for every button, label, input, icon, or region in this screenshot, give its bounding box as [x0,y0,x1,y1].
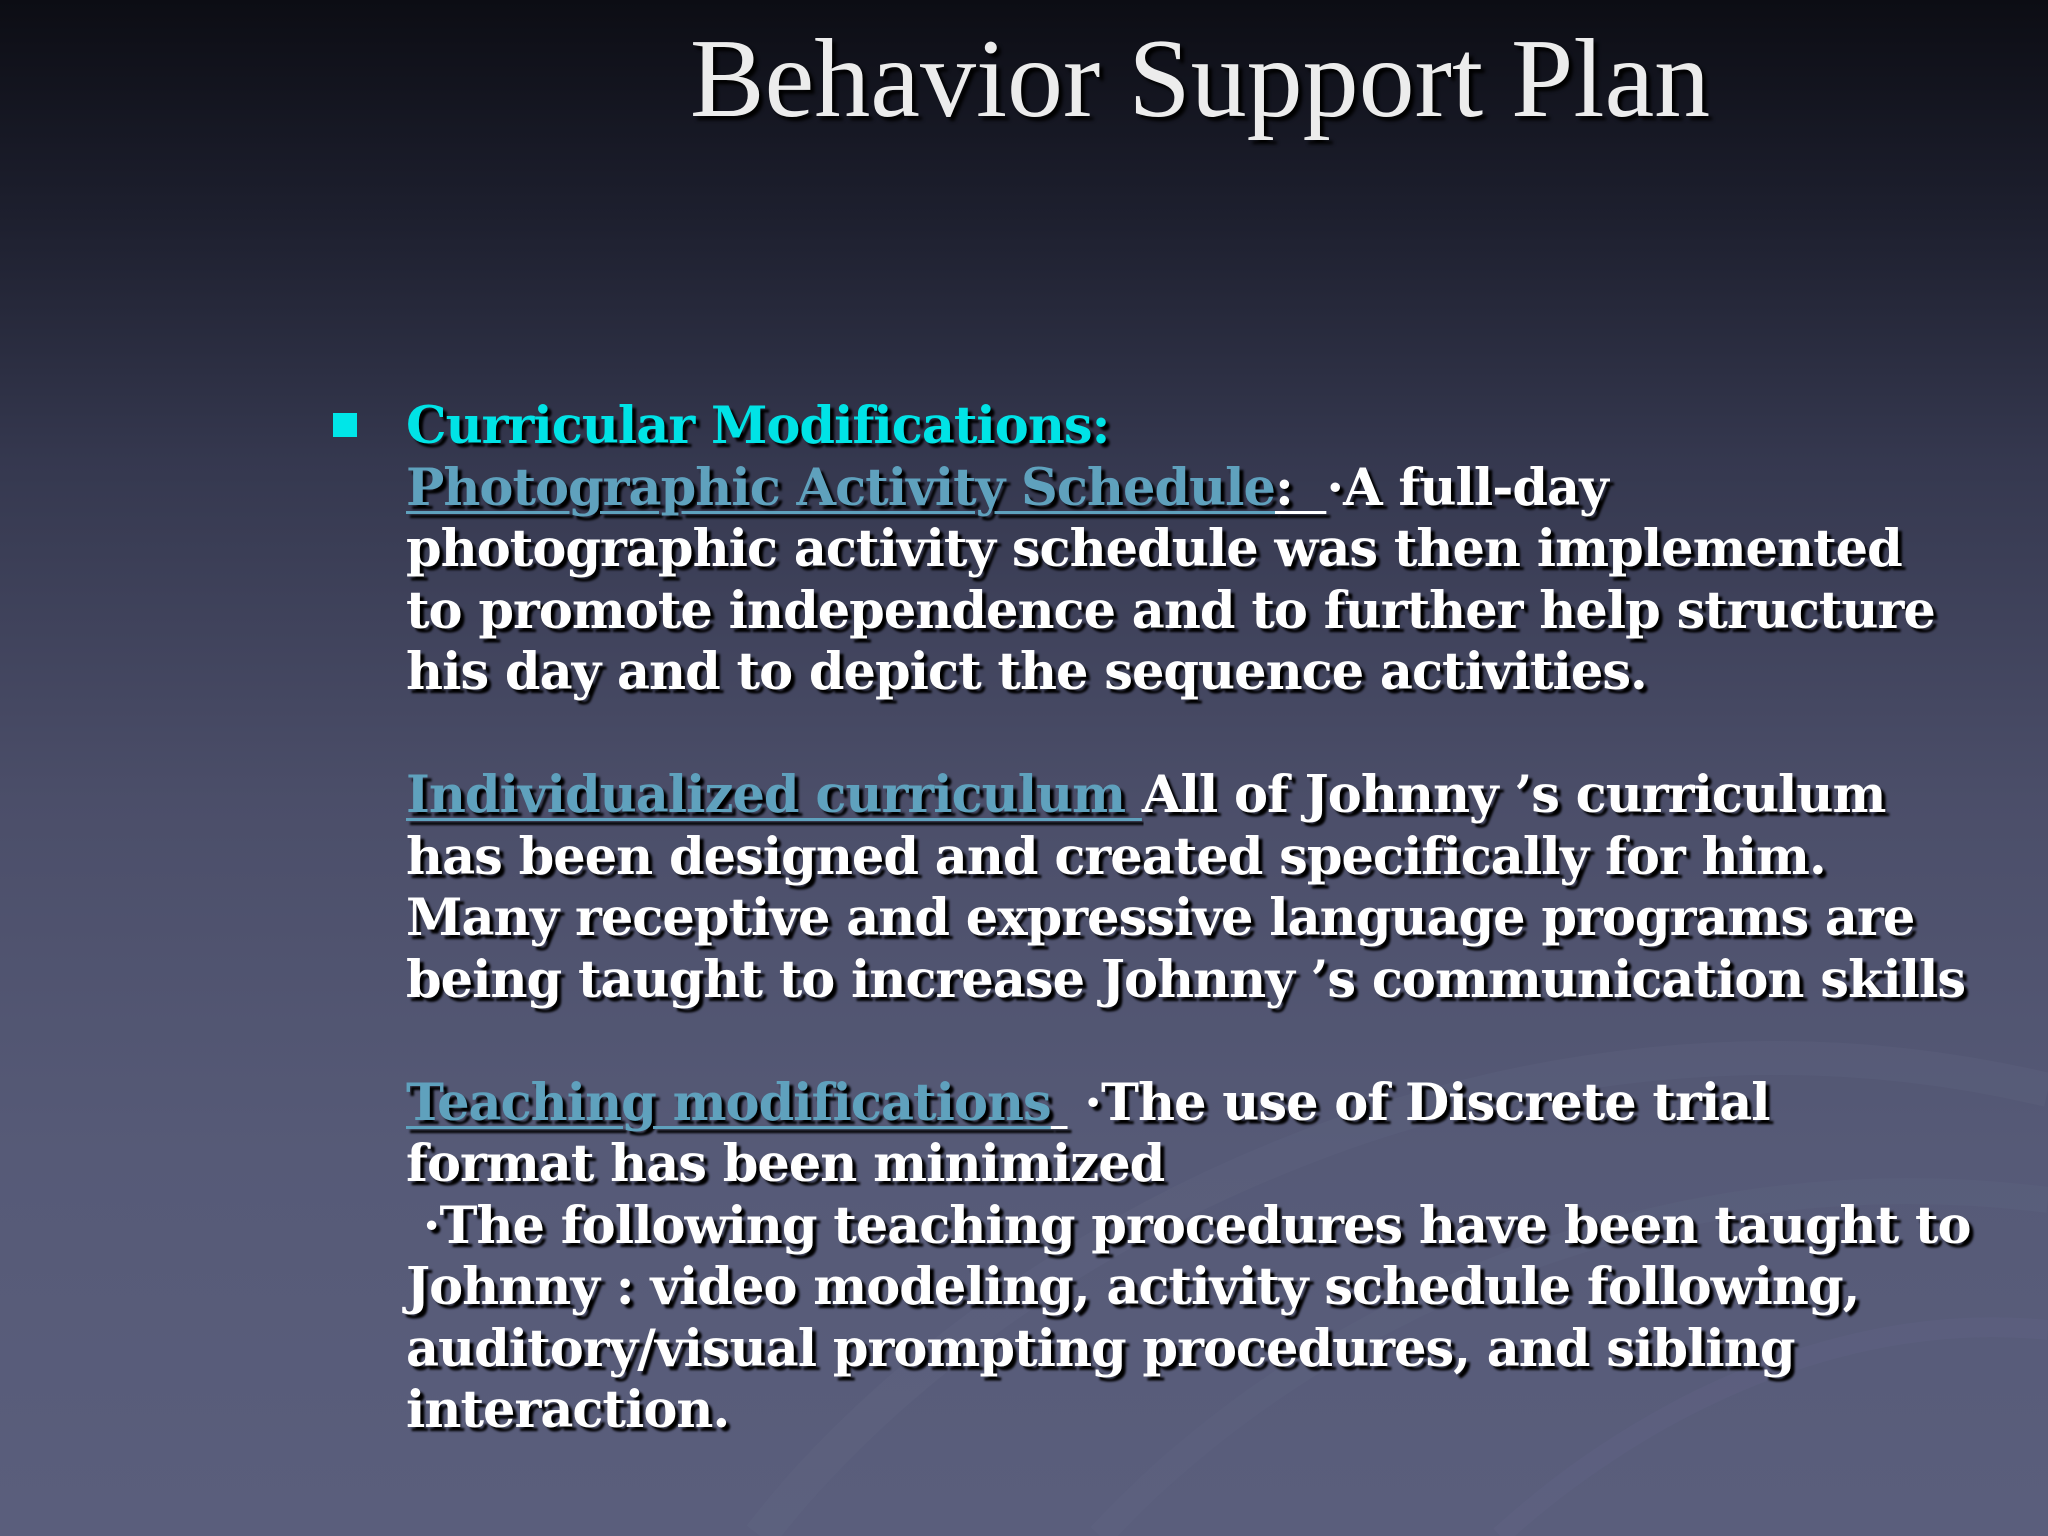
slide-body [406,396,2031,1442]
body-text: being taught to increase Johnny ’s communication skills [406,949,1966,1010]
body-text: his day and to depict the sequence activities. [406,642,1647,702]
link-teaching-modifications[interactable]: Teaching modifications [406,1072,1051,1133]
body-text: format has been minimized [406,1134,1165,1194]
body-text: photographic activity schedule was then implemented [406,519,1902,579]
body-text: Johnny : video modeling, activity schedule following, [406,1257,1860,1317]
link-photographic-activity-schedule[interactable]: Photographic Activity Schedule [406,457,1275,518]
paragraph-individualized-curriculum [406,765,2031,1011]
body-text: ·A full-day [1326,457,1608,518]
slide-title: Behavior Support Plan [689,17,1711,141]
separator: : [1275,457,1327,518]
body-text: interaction. [406,1380,730,1440]
paragraph-teaching-modifications [406,1073,2031,1442]
separator [1051,1073,1068,1133]
paragraph-photographic-schedule [406,458,2031,704]
body-text: has been designed and created specifically for him. [406,826,1826,887]
link-individualized-curriculum[interactable]: Individualized curriculum [406,765,1142,825]
body-text: ·The following teaching procedures have been taught to [406,1195,1971,1256]
paragraph-spacer [406,704,2031,766]
paragraph-spacer [406,1011,2031,1073]
body-text: Many receptive and expressive language programs are [406,888,1915,948]
body-text: to promote independence and to further help structure [406,580,1935,641]
section-heading: Curricular Modifications: [406,396,1110,456]
body-text: All of Johnny ’s curriculum [1141,765,1886,825]
square-bullet-icon [333,413,357,437]
body-text: ·The use of Discrete trial [1067,1072,1770,1133]
body-text: auditory/visual prompting procedures, and sibling [406,1318,1795,1379]
